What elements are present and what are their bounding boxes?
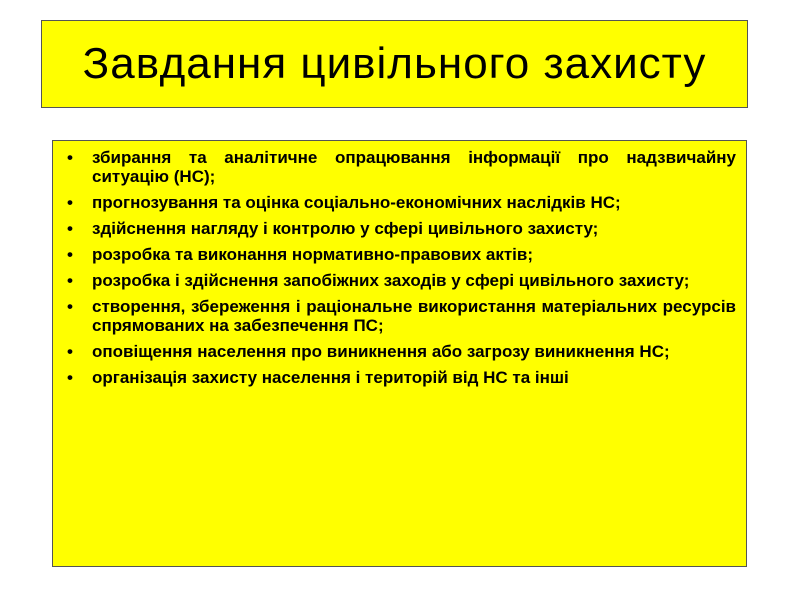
bullet-item	[65, 297, 736, 335]
content-box	[52, 140, 747, 567]
bullet-list	[65, 148, 736, 387]
bullet-item	[65, 368, 736, 387]
slide-title: Завдання цивільного захисту	[82, 39, 707, 88]
bullet-item	[65, 219, 736, 238]
bullet-icon: •	[67, 368, 73, 387]
bullet-icon: •	[67, 271, 73, 290]
bullet-text: прогнозування та оцінка соціально-економічних наслідків НС;	[92, 193, 621, 212]
bullet-icon: •	[67, 148, 73, 167]
bullet-item	[65, 193, 736, 212]
bullet-icon: •	[67, 297, 73, 316]
bullet-item	[65, 342, 736, 361]
bullet-icon: •	[67, 219, 73, 238]
bullet-text: розробка і здійснення запобіжних заходів у сфері цивільного захисту;	[92, 271, 690, 290]
title-box	[41, 20, 748, 108]
bullet-icon: •	[67, 342, 73, 361]
bullet-item	[65, 271, 736, 290]
bullet-item	[65, 245, 736, 264]
bullet-text: оповіщення населення про виникнення або загрозу виникнення НС;	[92, 342, 670, 361]
bullet-text: організація захисту населення і територій від НС та інші	[92, 368, 569, 387]
bullet-text: здійснення нагляду і контролю у сфері цивільного захисту;	[92, 219, 599, 238]
bullet-icon: •	[67, 193, 73, 212]
bullet-icon: •	[67, 245, 73, 264]
bullet-text: розробка та виконання нормативно-правових актів;	[92, 245, 534, 264]
bullet-text: створення, збереження і раціональне використання матеріальних ресурсів спрямованих на забезпечення ПС;	[92, 297, 736, 335]
bullet-item	[65, 148, 736, 186]
bullet-text: збирання та аналітичне опрацювання інформації про надзвичайну ситуацію (НС);	[92, 148, 736, 186]
